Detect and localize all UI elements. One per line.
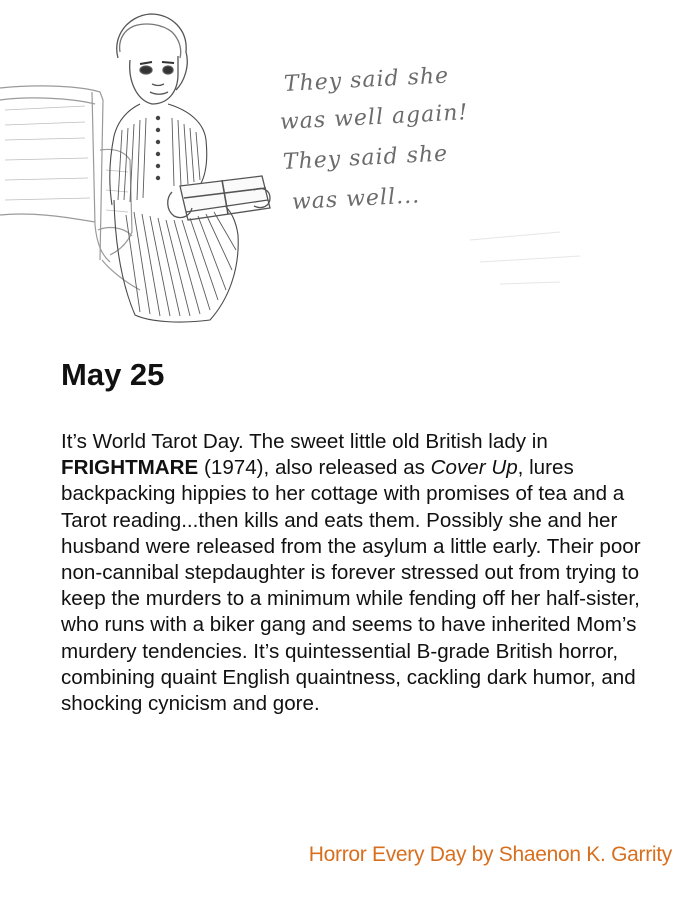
entry-date: May 25 — [61, 357, 165, 392]
film-title: FRIGHTMARE — [61, 456, 199, 480]
entry-text-year: (1974), also released as — [198, 456, 431, 480]
caption-line-1: They said she — [283, 63, 450, 97]
caption-line-4: was well... — [291, 183, 421, 215]
entry-text-body: , lures backpacking hippies to her cottage with promises of tea and a Tarot reading...then kills and eats them. Possibly she and her husband were released from the asylum a little early. Their poor non-cannibal stepdaughter is forever stressed out from trying to keep the murders to a minimum while fending off her half-sister, who runs with a biker gang and seems to have inherited Mom’s murdery tendencies. It’s quintessential B-grade British horror, combining quaint English quaintness, cackling dark humor, and shocking cynicism and gore. — [61, 456, 641, 716]
old-lady-dress-sketch — [110, 104, 238, 322]
caption-line-3: They said she — [282, 141, 449, 175]
wrapped-parcel-sketch — [168, 176, 270, 220]
background-sketch-marks — [470, 232, 580, 284]
series-credit: Horror Every Day by Shaenon K. Garrity — [308, 843, 672, 866]
old-lady-head-sketch — [117, 14, 188, 104]
entry-text-intro: It’s World Tarot Day. The sweet little old British lady in — [61, 430, 548, 453]
alt-title: Cover Up — [430, 456, 518, 480]
illustration — [0, 0, 700, 340]
entry-body — [61, 429, 661, 717]
caption-line-2: was well again! — [279, 100, 469, 135]
